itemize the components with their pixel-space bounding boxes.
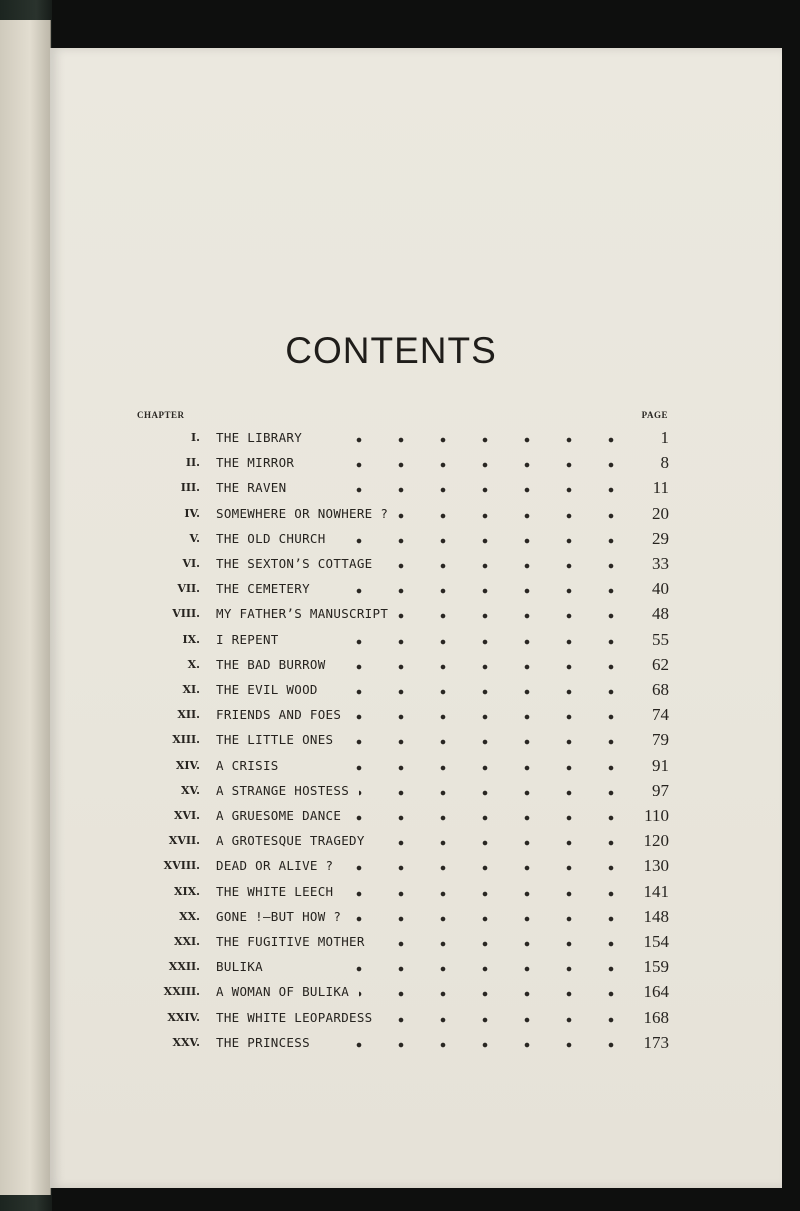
toc-entry (0, 578, 800, 600)
page-number: 62 (652, 654, 669, 674)
page-number: 20 (652, 503, 669, 523)
toc-entry (0, 629, 800, 651)
chapter-number: XI. (182, 683, 200, 696)
chapter-number: III. (180, 481, 200, 495)
chapter-number: V. (189, 531, 200, 545)
dot-leader (351, 805, 632, 827)
page-number: 33 (652, 554, 669, 573)
chapter-title: THE SEXTON’S COTTAGE (216, 556, 373, 571)
page-column-header: PAGE (641, 410, 668, 420)
dot-leader (330, 755, 640, 777)
toc-entry (0, 981, 800, 1003)
toc-entry (0, 1032, 800, 1054)
chapter-number: VII. (177, 582, 200, 596)
page-number: 130 (643, 856, 669, 876)
toc-entry (0, 830, 800, 852)
dot-leader (398, 603, 640, 625)
toc-entry (0, 881, 800, 903)
chapter-number: XVIII. (163, 859, 200, 873)
dot-leader (359, 780, 640, 802)
dot-leader (343, 881, 631, 903)
page-number: 55 (652, 629, 669, 649)
toc-entry (0, 855, 800, 877)
chapter-title: A GROTESQUE TRAGEDY (216, 833, 365, 849)
dot-leader (336, 528, 640, 550)
toc-entry (0, 805, 800, 827)
chapter-number: XVI. (173, 809, 200, 822)
toc-entry (0, 956, 800, 978)
dot-leader (351, 906, 631, 928)
toc-entry (0, 553, 800, 575)
toc-entry (0, 503, 800, 525)
chapter-number: X. (187, 657, 200, 671)
toc-entry (0, 1007, 800, 1029)
chapter-title: THE BAD BURROW (216, 656, 326, 672)
chapter-number: IX. (182, 632, 200, 646)
page-number: 40 (652, 579, 669, 599)
dot-leader (330, 477, 641, 499)
chapter-title: A STRANGE HOSTESS (216, 782, 350, 798)
page-number: 74 (652, 705, 669, 725)
chapter-title: THE OLD CHURCH (216, 530, 326, 546)
toc-entry (0, 679, 800, 701)
chapter-number: XV. (181, 783, 200, 797)
dot-leader (330, 452, 648, 474)
chapter-number: XXIII. (163, 985, 200, 999)
chapter-title: BULIKA (216, 959, 263, 975)
page-number: 110 (644, 806, 669, 825)
chapter-number: IV. (184, 506, 200, 520)
dot-leader (330, 679, 640, 701)
dot-leader (330, 1032, 631, 1054)
chapter-number: XX. (179, 909, 200, 923)
chapter-title: GONE !—BUT HOW ? (216, 908, 342, 924)
toc-entry (0, 528, 800, 550)
chapter-number: XXIV. (167, 1010, 200, 1024)
chapter-title: MY FATHER’S MANUSCRIPT (216, 606, 389, 622)
page-number: 48 (652, 604, 669, 624)
toc-entry (0, 906, 800, 928)
dot-leader (351, 704, 640, 726)
page-title: CONTENTS (285, 330, 497, 371)
page-number: 97 (652, 780, 669, 800)
chapter-number: VIII. (172, 607, 200, 621)
page-number: 120 (643, 831, 669, 851)
dot-leader (330, 578, 640, 600)
dot-leader (343, 729, 640, 751)
chapter-number: XIII. (172, 733, 200, 747)
page-number: 159 (643, 957, 669, 977)
chapter-number: XXV. (172, 1035, 200, 1049)
chapter-number: XII. (177, 708, 200, 722)
page-number: 29 (652, 528, 669, 548)
page-number: 8 (660, 453, 669, 473)
page-number: 154 (643, 932, 669, 951)
chapter-title: A GRUESOME DANCE (216, 808, 342, 823)
dot-leader (330, 956, 631, 978)
chapter-number: XIV. (175, 758, 200, 772)
chapter-title: THE LITTLE ONES (216, 732, 334, 748)
chapter-number: I. (191, 431, 200, 444)
chapter-title: SOMEWHERE OR NOWHERE ? (216, 505, 389, 521)
page-number: 91 (652, 755, 669, 775)
dot-leader (383, 1007, 631, 1029)
page-number: 79 (652, 730, 669, 750)
dot-leader (343, 855, 631, 877)
page-number: 148 (643, 906, 669, 926)
chapter-title: A WOMAN OF BULIKA (216, 984, 350, 1000)
chapter-title: THE LIBRARY (216, 430, 303, 445)
dot-leader (330, 629, 640, 651)
toc-entry (0, 427, 800, 449)
toc-entry (0, 452, 800, 474)
chapter-number: XXI. (173, 935, 200, 948)
toc-entry (0, 931, 800, 953)
chapter-title: A CRISIS (216, 757, 279, 773)
chapter-title: THE WHITE LEECH (216, 883, 334, 899)
chapter-title: I REPENT (216, 631, 279, 647)
dot-leader (398, 503, 640, 525)
chapter-column-header: CHAPTER (137, 410, 185, 420)
dot-leader (336, 654, 640, 676)
dot-leader (383, 553, 640, 575)
dot-leader (359, 981, 631, 1003)
chapter-number: XVII. (168, 834, 200, 848)
toc-entry (0, 477, 800, 499)
page-number: 168 (643, 1007, 669, 1027)
page-number: 173 (643, 1032, 669, 1052)
chapter-title: THE CEMETERY (216, 581, 310, 597)
page-number: 11 (652, 478, 669, 498)
toc-entry (0, 729, 800, 751)
page-number: 1 (660, 428, 669, 447)
dot-leader (375, 830, 631, 852)
chapter-title: THE MIRROR (216, 455, 295, 471)
page-number: 68 (652, 680, 669, 699)
page-number: 164 (643, 982, 669, 1002)
chapter-title: THE FUGITIVE MOTHER (216, 934, 365, 949)
chapter-number: XXII. (168, 960, 200, 974)
chapter-title: FRIENDS AND FOES (216, 707, 342, 723)
toc-entry (0, 603, 800, 625)
toc-entry (0, 704, 800, 726)
chapter-number: VI. (182, 557, 200, 570)
dot-leader (375, 931, 631, 953)
chapter-title: THE EVIL WOOD (216, 682, 318, 697)
page-number: 141 (643, 881, 669, 901)
chapter-title: DEAD OR ALIVE ? (216, 858, 334, 874)
chapter-title: THE PRINCESS (216, 1034, 310, 1050)
toc-entry (0, 755, 800, 777)
toc-entry (0, 780, 800, 802)
toc-entry (0, 654, 800, 676)
chapter-number: XIX. (173, 884, 200, 898)
dot-leader (330, 427, 648, 449)
chapter-title: THE RAVEN (216, 480, 287, 496)
chapter-title: THE WHITE LEOPARDESS (216, 1009, 373, 1025)
chapter-number: II. (185, 456, 200, 470)
